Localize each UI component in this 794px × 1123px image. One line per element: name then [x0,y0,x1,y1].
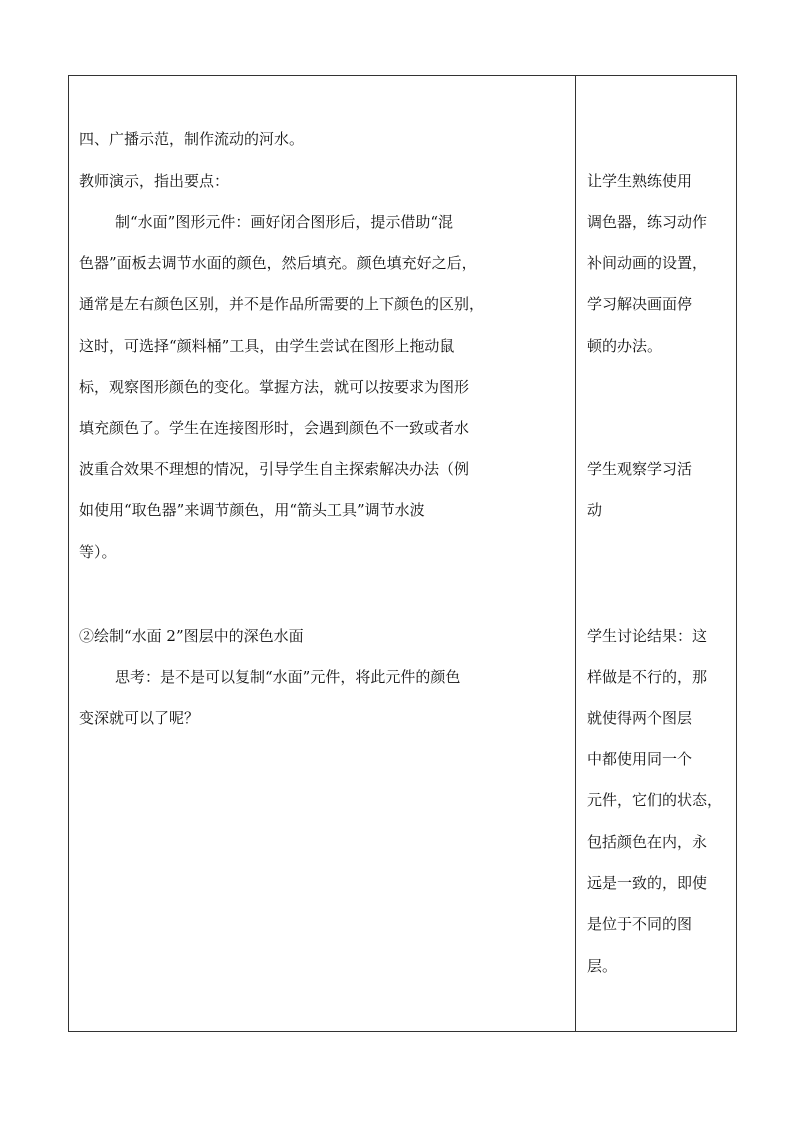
step-heading: ②绘制“水面 2”图层中的深色水面 [79,627,304,645]
paragraph-line: 波重合效果不理想的情况，引导学生自主探索解决办法（例 [79,460,470,478]
paragraph-line: 通常是左右颜色区别，并不是作品所需要的上下颜色的区别， [79,295,485,313]
paragraph-line: 如使用“取色器”来调节颜色，用“箭头工具”调节水波 [79,501,425,519]
note-line: 远是一致的，即使 [587,874,708,892]
intro-text: 教师演示，指出要点： [79,172,230,190]
note-line: 学习解决画面停 [587,295,693,313]
paragraph-line: 标，观察图形颜色的变化。掌握方法，就可以按要求为图形 [79,378,470,396]
note-line: 中都使用同一个 [587,750,693,768]
think-line: 思考：是不是可以复制“水面”元件，将此元件的颜色 [115,668,461,686]
paragraph-line: 色器”面板去调节水面的颜色，然后填充。颜色填充好之后， [79,254,477,272]
think-line: 变深就可以了呢？ [79,709,200,727]
note-line: 是位于不同的图 [587,915,693,933]
paragraph-line: 填充颜色了。学生在连接图形时，会遇到颜色不一致或者水 [79,419,470,437]
note-line: 顿的办法。 [587,337,663,355]
note-line: 层。 [587,957,618,975]
note-line: 样做是不行的，那 [587,668,708,686]
section-heading: 四、广播示范，制作流动的河水。 [79,130,305,148]
note-line: 调色器，练习动作 [587,213,708,231]
paragraph-line: 等）。 [79,543,117,561]
paragraph-line: 这时，可选择“颜料桶”工具，由学生尝试在图形上拖动鼠 [79,337,455,355]
note-line: 就使得两个图层 [587,709,693,727]
note-line: 学生观察学习活 [587,460,693,478]
note-line: 学生讨论结果：这 [587,627,708,645]
note-line: 包括颜色在内，永 [587,833,708,851]
note-line: 让学生熟练使用 [587,172,693,190]
paragraph-line: 制“水面”图形元件：画好闭合图形后，提示借助“混 [115,213,454,231]
note-line: 补间动画的设置， [587,254,708,272]
note-line: 元件，它们的状态， [587,791,723,809]
note-line: 动 [587,501,603,519]
column-divider [575,75,576,1032]
